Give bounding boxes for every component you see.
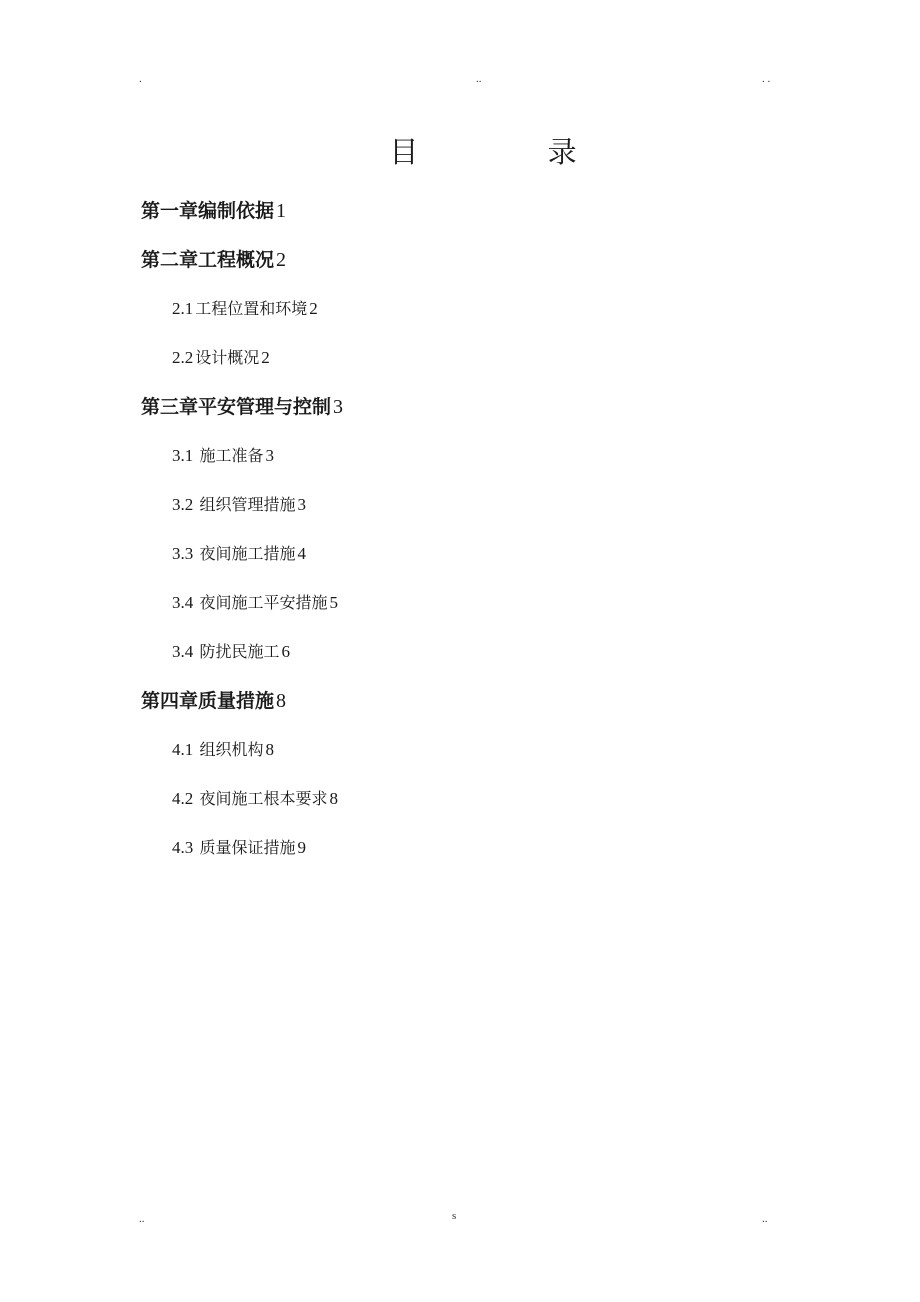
header-left-marker: . [139, 73, 142, 85]
toc-section-2-1-page: 2 [309, 299, 318, 318]
toc-section-3-3-page: 4 [297, 544, 307, 563]
toc-section-4-1[interactable] [172, 737, 274, 763]
toc-section-3-4-b[interactable] [172, 639, 290, 665]
toc-section-3-4-b-text: 防扰民施工 [199, 642, 280, 661]
header-center-marker: .. [476, 73, 482, 85]
toc-section-2-2-page: 2 [261, 348, 270, 367]
toc-section-3-1-text: 施工准备 [199, 446, 264, 465]
toc-section-3-2-number: 3.2 [172, 495, 198, 514]
toc-section-3-4-text: 夜间施工平安措施 [199, 593, 328, 612]
toc-title: 目 录 [389, 135, 637, 169]
toc-section-2-2-text: 设计概况 [195, 348, 260, 367]
toc-chapter-4-text: 第四章质量措施 [141, 690, 275, 712]
toc-chapter-3[interactable] [141, 394, 343, 420]
toc-section-2-1-number: 2.1 [172, 299, 194, 318]
footer-right-marker: .. [762, 1213, 768, 1225]
toc-section-4-3-page: 9 [297, 838, 307, 857]
toc-section-4-3[interactable] [172, 835, 306, 861]
toc-chapter-2-text: 第二章工程概况 [141, 249, 275, 271]
toc-chapter-4[interactable] [141, 688, 286, 714]
footer-left-marker: .. [139, 1213, 145, 1225]
toc-section-3-1[interactable] [172, 443, 274, 469]
toc-section-3-3[interactable] [172, 541, 306, 567]
toc-section-3-4-b-page: 6 [281, 642, 291, 661]
toc-chapter-1-text: 第一章编制依据 [141, 200, 275, 222]
toc-section-3-2[interactable] [172, 492, 306, 518]
toc-section-3-4-b-number: 3.4 [172, 642, 198, 661]
footer-center-marker: s [452, 1210, 457, 1222]
toc-section-3-1-number: 3.1 [172, 446, 198, 465]
toc-section-2-2-number: 2.2 [172, 348, 194, 367]
toc-section-4-2[interactable] [172, 786, 338, 812]
toc-chapter-1[interactable] [141, 198, 286, 224]
toc-section-4-1-text: 组织机构 [199, 740, 264, 759]
toc-section-2-1-text: 工程位置和环境 [195, 299, 308, 318]
toc-section-4-2-number: 4.2 [172, 789, 198, 808]
toc-section-2-2[interactable] [172, 345, 270, 371]
toc-section-2-1[interactable] [172, 296, 318, 322]
toc-section-4-3-text: 质量保证措施 [199, 838, 296, 857]
toc-section-3-4-number: 3.4 [172, 593, 198, 612]
toc-chapter-2[interactable] [141, 247, 286, 273]
toc-chapter-1-page: 1 [276, 200, 287, 222]
toc-section-3-2-text: 组织管理措施 [199, 495, 296, 514]
toc-section-4-3-number: 4.3 [172, 838, 198, 857]
toc-section-4-1-number: 4.1 [172, 740, 198, 759]
toc-chapter-2-page: 2 [276, 249, 287, 271]
toc-section-4-2-page: 8 [329, 789, 339, 808]
toc-section-3-4-page: 5 [329, 593, 339, 612]
toc-section-4-1-page: 8 [265, 740, 275, 759]
header-right-marker: . . [762, 73, 771, 85]
toc-section-3-3-text: 夜间施工措施 [199, 544, 296, 563]
toc-section-3-3-number: 3.3 [172, 544, 198, 563]
toc-chapter-4-page: 8 [276, 690, 287, 712]
toc-section-3-1-page: 3 [265, 446, 275, 465]
toc-section-3-4[interactable] [172, 590, 338, 616]
toc-section-4-2-text: 夜间施工根本要求 [199, 789, 328, 808]
toc-section-3-2-page: 3 [297, 495, 307, 514]
toc-chapter-3-text: 第三章平安管理与控制 [141, 396, 332, 418]
toc-chapter-3-page: 3 [333, 396, 344, 418]
